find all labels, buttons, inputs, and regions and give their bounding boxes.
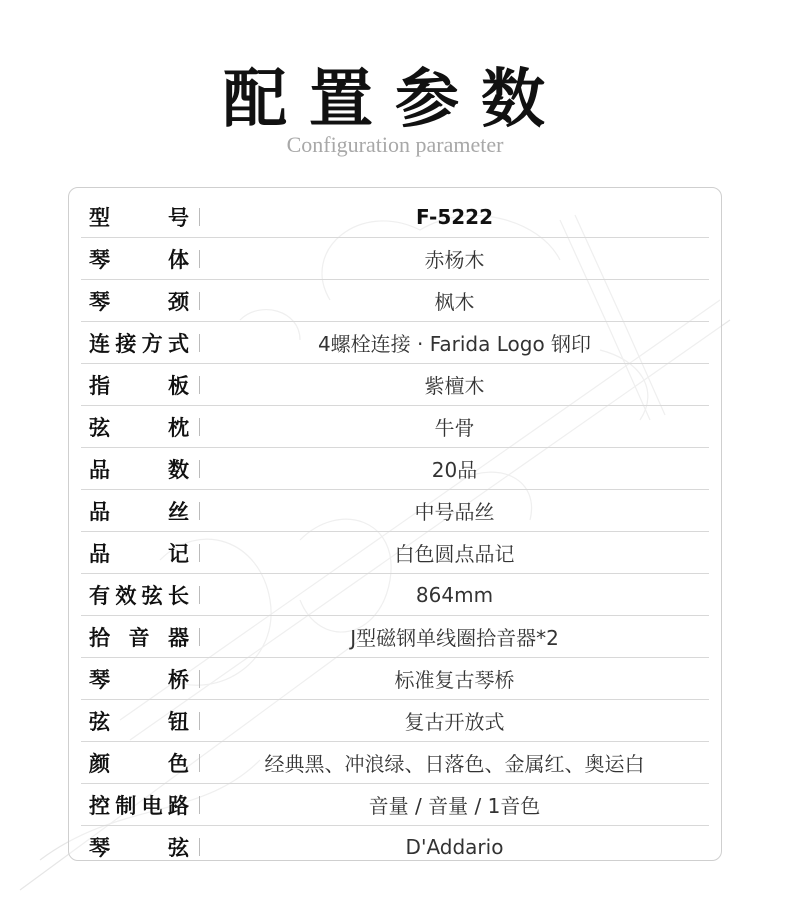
spec-label: 品 丝 [89,499,189,524]
spec-row [81,238,709,280]
spec-row [81,406,709,448]
spec-label: 品 数 [89,457,189,482]
spec-row [81,490,709,532]
spec-label: 有 效 弦 长 [89,583,189,608]
spec-label: 指 板 [89,373,189,398]
spec-value: 复古开放式 [404,710,505,734]
spec-value: J型磁钢单线圈拾音器*2 [350,626,559,650]
spec-label: 控 制 电 路 [89,793,189,818]
spec-row [81,616,709,658]
spec-row [81,448,709,490]
spec-value: 牛骨 [434,416,475,440]
spec-rows [81,196,709,868]
spec-value: 4螺栓连接 · Farida Logo 钢印 [317,332,592,356]
spec-label: 弦 钮 [89,709,189,734]
spec-row [81,280,709,322]
spec-label: 琴 弦 [89,836,189,860]
spec-row [81,196,709,238]
spec-label: 琴 颈 [89,289,189,314]
spec-value: 864mm [415,582,494,607]
spec-value: 标准复古琴桥 [394,668,515,692]
spec-value: 中号品丝 [414,500,495,524]
spec-row [81,742,709,784]
spec-label: 颜 色 [89,751,189,776]
spec-label: 拾 音 器 [89,625,189,650]
spec-label: 琴 桥 [89,667,189,692]
spec-row [81,322,709,364]
spec-row [81,784,709,826]
spec-value: 20品 [431,458,478,482]
spec-label: 弦 枕 [89,415,189,440]
spec-label: 琴 体 [89,247,189,272]
spec-value: 紫檀木 [424,374,485,398]
spec-value: 白色圆点品记 [394,542,515,566]
spec-value: 枫木 [434,290,475,314]
spec-label: 型 号 [89,205,189,230]
spec-label: 连 接 方 式 [89,331,189,356]
spec-label: 品 记 [89,541,189,566]
spec-row [81,700,709,742]
spec-value: D'Addario [405,835,504,859]
spec-value: 赤杨木 [424,248,485,272]
spec-row [81,826,709,868]
page-title: 配置参数 [223,62,567,137]
spec-table [68,187,722,861]
spec-row [81,658,709,700]
spec-row [81,574,709,616]
spec-row [81,364,709,406]
page-subtitle: Configuration parameter [286,132,504,157]
spec-value: 音量 / 音量 / 1音色 [368,794,541,818]
spec-row [81,532,709,574]
spec-value: 经典黑、冲浪绿、日落色、金属红、奥运白 [264,752,645,776]
spec-value: F-5222 [415,204,493,229]
